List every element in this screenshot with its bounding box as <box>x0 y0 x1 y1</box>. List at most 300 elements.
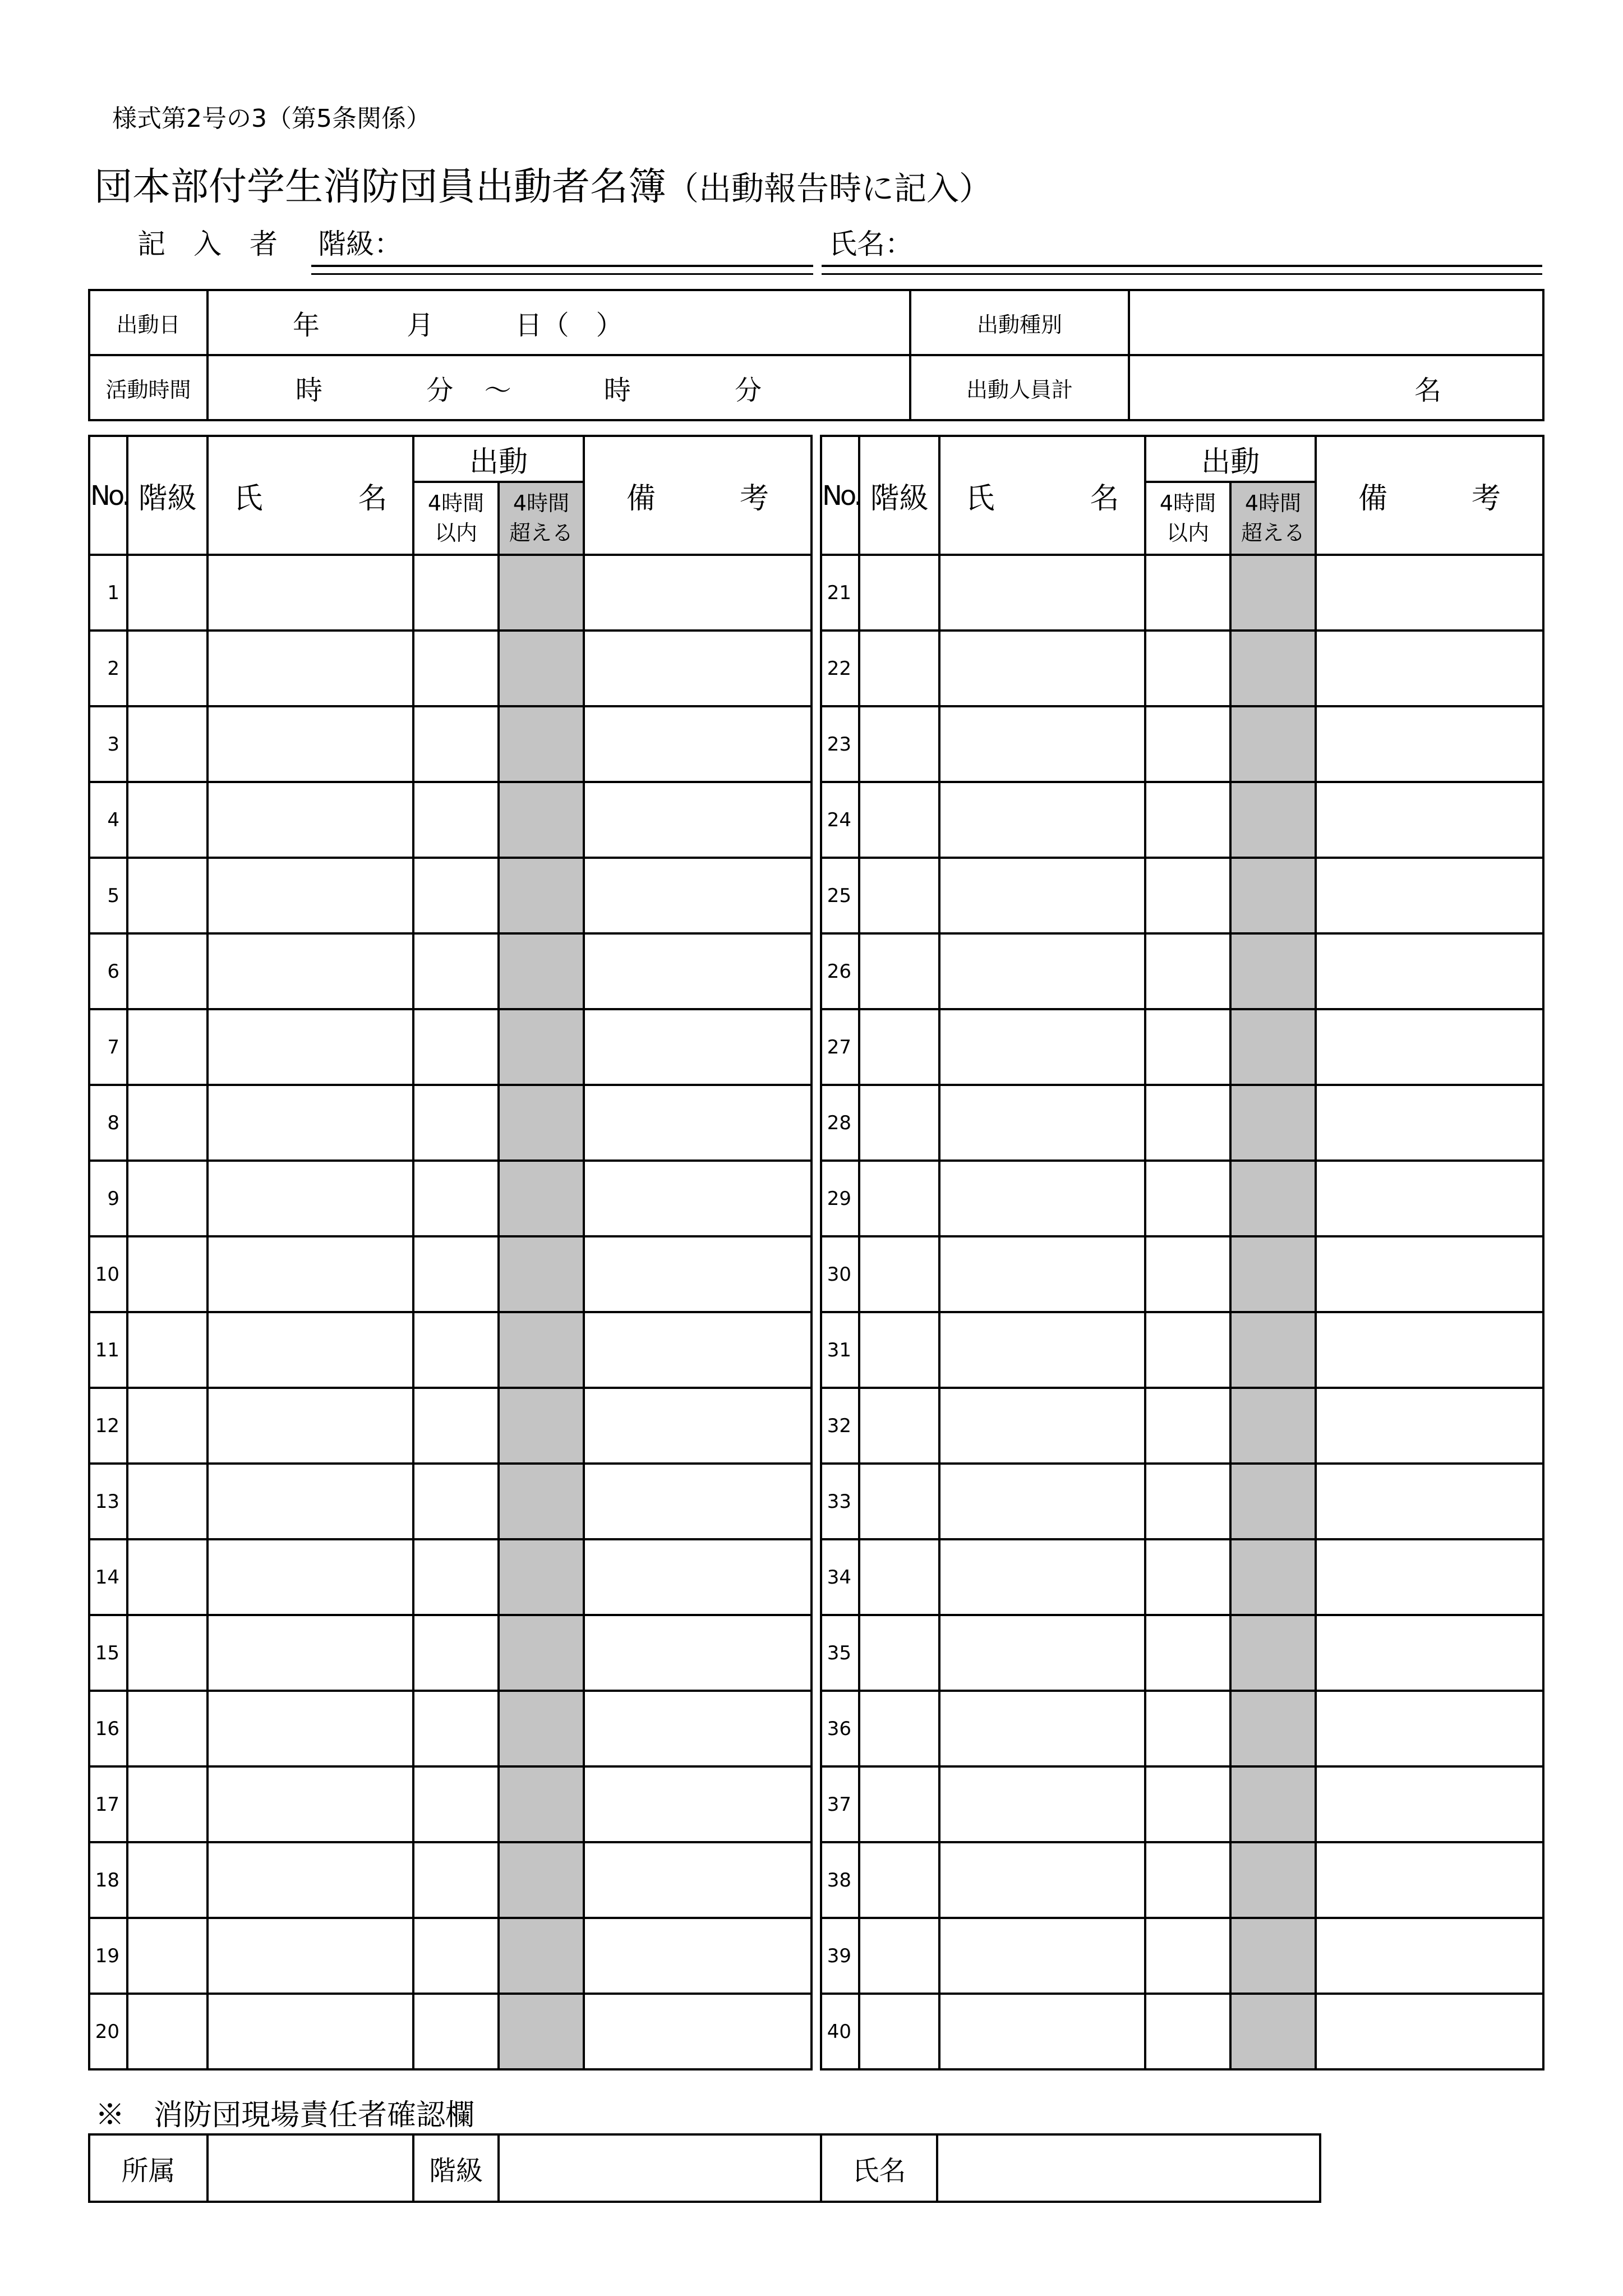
over-4h-cell[interactable] <box>1230 858 1316 933</box>
dispatch-header: 出動 <box>413 436 584 482</box>
over-4h-cell[interactable] <box>1230 555 1316 631</box>
within-4h-cell[interactable] <box>1145 1842 1230 1918</box>
within-4h-cell[interactable] <box>413 1009 499 1085</box>
remarks-cell[interactable] <box>584 631 811 706</box>
table-row <box>89 555 811 631</box>
over-4h-cell[interactable] <box>1230 1161 1316 1236</box>
within-4h-cell[interactable] <box>413 1691 499 1766</box>
remarks-cell[interactable] <box>1316 1161 1543 1236</box>
table-row <box>89 1615 811 1691</box>
name-cell[interactable] <box>208 858 413 933</box>
table-row <box>821 555 1543 631</box>
name-cell[interactable] <box>208 1539 413 1615</box>
row-number: 6 <box>89 933 127 1009</box>
over-4h-header: 4時間 超える <box>499 482 584 555</box>
remarks-cell[interactable] <box>584 1918 811 1994</box>
rank-cell[interactable] <box>859 631 939 706</box>
rank-cell[interactable] <box>859 1464 939 1539</box>
title-note: （出動報告時に記入） <box>666 169 992 208</box>
summary-table <box>88 289 1544 421</box>
name-cell[interactable] <box>939 858 1145 933</box>
row-number: 37 <box>821 1766 859 1842</box>
date-month: 月 <box>407 309 434 341</box>
table-row <box>821 1388 1543 1464</box>
roster-right-table <box>820 435 1544 2070</box>
remarks-cell[interactable] <box>584 1766 811 1842</box>
over-4h-cell[interactable] <box>499 1994 584 2069</box>
remarks-cell[interactable] <box>1316 1009 1543 1085</box>
over-4h-cell[interactable] <box>499 1842 584 1918</box>
name-cell[interactable] <box>208 706 413 782</box>
rank-cell[interactable] <box>859 1539 939 1615</box>
rank-header: 階級 <box>127 436 208 555</box>
rank-cell[interactable] <box>859 1918 939 1994</box>
rank-cell[interactable] <box>127 1085 208 1161</box>
over-4h-cell[interactable] <box>499 1009 584 1085</box>
over-4h-cell[interactable] <box>1230 1842 1316 1918</box>
row-number: 17 <box>89 1766 127 1842</box>
table-row <box>821 1842 1543 1918</box>
confirm-name-field[interactable] <box>937 2134 1320 2202</box>
name-header: 氏 名 <box>939 436 1145 555</box>
row-number: 40 <box>821 1994 859 2069</box>
name-header: 氏 名 <box>208 436 413 555</box>
over-4h-cell[interactable] <box>1230 631 1316 706</box>
row-number: 28 <box>821 1085 859 1161</box>
over-4h-cell[interactable] <box>499 1236 584 1312</box>
remarks-header: 備 考 <box>1316 436 1543 555</box>
over-4h-cell[interactable] <box>1230 1009 1316 1085</box>
within-4h-cell[interactable] <box>1145 933 1230 1009</box>
within-4h-cell[interactable] <box>413 858 499 933</box>
table-row <box>89 1842 811 1918</box>
type-label: 出動種別 <box>910 290 1129 355</box>
remarks-cell[interactable] <box>1316 1312 1543 1388</box>
remarks-cell[interactable] <box>1316 631 1543 706</box>
over-4h-cell[interactable] <box>499 933 584 1009</box>
within-4h-cell[interactable] <box>1145 1539 1230 1615</box>
row-number: 18 <box>89 1842 127 1918</box>
row-number: 26 <box>821 933 859 1009</box>
table-row <box>821 1085 1543 1161</box>
time-field[interactable] <box>208 355 910 420</box>
rank-cell[interactable] <box>127 1161 208 1236</box>
rank-cell[interactable] <box>127 1918 208 1994</box>
within-4h-cell[interactable] <box>413 1539 499 1615</box>
within-4h-cell[interactable] <box>1145 631 1230 706</box>
over-4h-cell[interactable] <box>499 1312 584 1388</box>
row-number: 31 <box>821 1312 859 1388</box>
remarks-cell[interactable] <box>1316 1388 1543 1464</box>
table-row <box>821 706 1543 782</box>
confirm-rank-field[interactable] <box>499 2134 821 2202</box>
remarks-cell[interactable] <box>584 1312 811 1388</box>
rank-cell[interactable] <box>127 1842 208 1918</box>
within-4h-cell[interactable] <box>413 782 499 858</box>
name-cell[interactable] <box>208 1236 413 1312</box>
within-4h-cell[interactable] <box>413 1994 499 2069</box>
table-row <box>821 631 1543 706</box>
within-4h-cell[interactable] <box>413 1615 499 1691</box>
name-cell[interactable] <box>939 631 1145 706</box>
date-year: 年 <box>293 309 320 341</box>
rank-cell[interactable] <box>859 555 939 631</box>
over-4h-cell[interactable] <box>499 782 584 858</box>
name-cell[interactable] <box>208 1161 413 1236</box>
over-4h-cell[interactable] <box>499 1388 584 1464</box>
time-tilde: ～ <box>484 374 511 406</box>
remarks-cell[interactable] <box>584 555 811 631</box>
row-number: 29 <box>821 1161 859 1236</box>
over-4h-cell[interactable] <box>499 1691 584 1766</box>
row-number: 3 <box>89 706 127 782</box>
within-4h-cell[interactable] <box>1145 555 1230 631</box>
rank-cell[interactable] <box>859 933 939 1009</box>
rank-cell[interactable] <box>859 1388 939 1464</box>
within-4h-cell[interactable] <box>413 1464 499 1539</box>
over-4h-cell[interactable] <box>1230 1464 1316 1539</box>
table-row <box>89 858 811 933</box>
name-cell[interactable] <box>939 1009 1145 1085</box>
name-cell[interactable] <box>208 1691 413 1766</box>
rank-cell[interactable] <box>127 858 208 933</box>
rank-cell[interactable] <box>859 1009 939 1085</box>
over-4h-cell[interactable] <box>499 1539 584 1615</box>
name-cell[interactable] <box>208 1085 413 1161</box>
remarks-cell[interactable] <box>1316 1464 1543 1539</box>
within-4h-cell[interactable] <box>413 933 499 1009</box>
name-cell[interactable] <box>939 1236 1145 1312</box>
name-cell[interactable] <box>939 1161 1145 1236</box>
name-cell[interactable] <box>208 933 413 1009</box>
remarks-cell[interactable] <box>584 858 811 933</box>
over-4h-cell[interactable] <box>499 555 584 631</box>
over-4h-cell[interactable] <box>1230 1085 1316 1161</box>
within-4h-cell[interactable] <box>413 706 499 782</box>
over-4h-cell[interactable] <box>1230 1994 1316 2069</box>
within-4h-cell[interactable] <box>1145 1691 1230 1766</box>
row-number: 36 <box>821 1691 859 1766</box>
name-cell[interactable] <box>939 1691 1145 1766</box>
remarks-cell[interactable] <box>584 1539 811 1615</box>
rank-cell[interactable] <box>859 1085 939 1161</box>
rank-cell[interactable] <box>859 1842 939 1918</box>
date-day: 日（ ） <box>515 309 623 341</box>
table-row <box>821 1994 1543 2069</box>
rank-cell[interactable] <box>127 1615 208 1691</box>
row-number: 19 <box>89 1918 127 1994</box>
name-cell[interactable] <box>208 1464 413 1539</box>
rank-cell[interactable] <box>127 1994 208 2069</box>
rank-cell[interactable] <box>859 858 939 933</box>
within-4h-cell[interactable] <box>1145 1766 1230 1842</box>
time-label: 活動時間 <box>89 355 208 420</box>
remarks-cell[interactable] <box>584 1464 811 1539</box>
table-row <box>821 1161 1543 1236</box>
over-4h-cell[interactable] <box>1230 1388 1316 1464</box>
over-4h-cell[interactable] <box>499 1918 584 1994</box>
no-header: No. <box>89 436 127 555</box>
row-number: 38 <box>821 1842 859 1918</box>
time-start-hour: 時 <box>296 374 323 406</box>
name-cell[interactable] <box>208 555 413 631</box>
headcount-field[interactable] <box>1129 355 1543 420</box>
row-number: 12 <box>89 1388 127 1464</box>
rank-cell[interactable] <box>127 1388 208 1464</box>
within-4h-cell[interactable] <box>1145 1085 1230 1161</box>
remarks-cell[interactable] <box>1316 1842 1543 1918</box>
rank-cell[interactable] <box>127 1464 208 1539</box>
remarks-header: 備 考 <box>584 436 811 555</box>
recorder-label: 記 入 者 <box>137 228 278 260</box>
remarks-cell[interactable] <box>584 782 811 858</box>
table-row <box>89 1691 811 1766</box>
name-cell[interactable] <box>208 1766 413 1842</box>
table-row <box>821 1009 1543 1085</box>
rank-cell[interactable] <box>127 933 208 1009</box>
table-row <box>89 1161 811 1236</box>
within-4h-cell[interactable] <box>1145 1615 1230 1691</box>
table-row <box>89 782 811 858</box>
row-number: 11 <box>89 1312 127 1388</box>
row-number: 27 <box>821 1009 859 1085</box>
table-row <box>89 1312 811 1388</box>
row-number: 22 <box>821 631 859 706</box>
within-4h-cell[interactable] <box>1145 1312 1230 1388</box>
within-4h-cell[interactable] <box>1145 1464 1230 1539</box>
row-number: 2 <box>89 631 127 706</box>
remarks-cell[interactable] <box>1316 1994 1543 2069</box>
within-4h-cell[interactable] <box>413 1236 499 1312</box>
within-4h-cell[interactable] <box>413 631 499 706</box>
remarks-cell[interactable] <box>584 1615 811 1691</box>
table-row <box>89 1464 811 1539</box>
table-row <box>821 1312 1543 1388</box>
within-4h-cell[interactable] <box>413 1161 499 1236</box>
name-cell[interactable] <box>939 706 1145 782</box>
over-4h-cell[interactable] <box>1230 1918 1316 1994</box>
within-4h-cell[interactable] <box>1145 1161 1230 1236</box>
page-title <box>94 165 992 209</box>
within-4h-cell[interactable] <box>413 1842 499 1918</box>
rank-cell[interactable] <box>859 1994 939 2069</box>
remarks-cell[interactable] <box>1316 1085 1543 1161</box>
within-4h-cell[interactable] <box>413 1766 499 1842</box>
within-4h-cell[interactable] <box>1145 1236 1230 1312</box>
within-4h-cell[interactable] <box>1145 782 1230 858</box>
table-row <box>821 1236 1543 1312</box>
within-4h-cell[interactable] <box>1145 1009 1230 1085</box>
affiliation-label: 所属 <box>89 2134 208 2202</box>
remarks-cell[interactable] <box>584 1842 811 1918</box>
over-4h-cell[interactable] <box>1230 1236 1316 1312</box>
over-4h-cell[interactable] <box>1230 1766 1316 1842</box>
time-end-hour: 時 <box>603 374 631 406</box>
rank-cell[interactable] <box>859 1161 939 1236</box>
name-cell[interactable] <box>208 1994 413 2069</box>
over-4h-cell[interactable] <box>499 631 584 706</box>
row-number: 10 <box>89 1236 127 1312</box>
name-cell[interactable] <box>939 1388 1145 1464</box>
rank-header: 階級 <box>859 436 939 555</box>
affiliation-field[interactable] <box>208 2134 413 2202</box>
within-4h-cell[interactable] <box>413 1085 499 1161</box>
row-number: 13 <box>89 1464 127 1539</box>
table-row <box>89 1918 811 1994</box>
rank-cell[interactable] <box>859 1691 939 1766</box>
name-cell[interactable] <box>208 1918 413 1994</box>
over-4h-cell[interactable] <box>1230 1312 1316 1388</box>
over-4h-cell[interactable] <box>1230 782 1316 858</box>
name-cell[interactable] <box>939 1085 1145 1161</box>
row-number: 15 <box>89 1615 127 1691</box>
rank-cell[interactable] <box>127 1009 208 1085</box>
remarks-cell[interactable] <box>1316 1691 1543 1766</box>
table-row <box>89 1766 811 1842</box>
within-4h-cell[interactable] <box>413 1388 499 1464</box>
remarks-cell[interactable] <box>1316 1236 1543 1312</box>
remarks-cell[interactable] <box>1316 706 1543 782</box>
name-cell[interactable] <box>208 631 413 706</box>
table-row <box>89 706 811 782</box>
within-4h-cell[interactable] <box>1145 1388 1230 1464</box>
remarks-cell[interactable] <box>1316 782 1543 858</box>
remarks-cell[interactable] <box>584 1085 811 1161</box>
over-4h-cell[interactable] <box>1230 1691 1316 1766</box>
headcount-label: 出動人員計 <box>910 355 1129 420</box>
row-number: 32 <box>821 1388 859 1464</box>
dispatch-header: 出動 <box>1145 436 1316 482</box>
rank-cell[interactable] <box>127 1766 208 1842</box>
within-4h-cell[interactable] <box>413 1312 499 1388</box>
name-cell[interactable] <box>208 1312 413 1388</box>
remarks-cell[interactable] <box>1316 1766 1543 1842</box>
within-4h-cell[interactable] <box>1145 1994 1230 2069</box>
within-4h-cell[interactable] <box>1145 1918 1230 1994</box>
recorder-name-line[interactable] <box>822 265 1542 267</box>
name-cell[interactable] <box>208 1615 413 1691</box>
name-cell[interactable] <box>939 933 1145 1009</box>
within-4h-cell[interactable] <box>1145 858 1230 933</box>
remarks-cell[interactable] <box>1316 1615 1543 1691</box>
row-number: 21 <box>821 555 859 631</box>
remarks-cell[interactable] <box>1316 1918 1543 1994</box>
name-cell[interactable] <box>208 1009 413 1085</box>
confirmation-heading: ※ 消防団現場責任者確認欄 <box>95 2099 475 2132</box>
rank-cell[interactable] <box>859 1236 939 1312</box>
row-number: 14 <box>89 1539 127 1615</box>
name-cell[interactable] <box>939 1539 1145 1615</box>
table-row <box>89 1994 811 2069</box>
type-field[interactable] <box>1129 290 1543 355</box>
rank-cell[interactable] <box>859 782 939 858</box>
over-4h-cell[interactable] <box>1230 933 1316 1009</box>
within-4h-cell[interactable] <box>1145 706 1230 782</box>
over-4h-cell[interactable] <box>499 1161 584 1236</box>
over-4h-cell[interactable] <box>499 1085 584 1161</box>
name-cell[interactable] <box>939 555 1145 631</box>
table-row <box>821 1766 1543 1842</box>
remarks-cell[interactable] <box>584 1691 811 1766</box>
table-row <box>89 1236 811 1312</box>
table-row <box>89 1539 811 1615</box>
remarks-cell[interactable] <box>584 1388 811 1464</box>
remarks-cell[interactable] <box>1316 555 1543 631</box>
remarks-cell[interactable] <box>584 1236 811 1312</box>
table-row <box>821 1615 1543 1691</box>
name-cell[interactable] <box>939 1464 1145 1539</box>
form-number: 様式第2号の3（第5条関係） <box>112 104 431 133</box>
remarks-cell[interactable] <box>584 1994 811 2069</box>
over-4h-cell[interactable] <box>499 1615 584 1691</box>
over-4h-cell[interactable] <box>499 1464 584 1539</box>
recorder-rank-line[interactable] <box>311 265 813 267</box>
within-4h-header: 4時間 以内 <box>1145 482 1230 555</box>
rank-cell[interactable] <box>859 1615 939 1691</box>
within-4h-cell[interactable] <box>413 1918 499 1994</box>
rank-cell[interactable] <box>127 1312 208 1388</box>
rank-cell[interactable] <box>859 1766 939 1842</box>
name-cell[interactable] <box>939 782 1145 858</box>
date-field[interactable] <box>208 290 910 355</box>
over-4h-header: 4時間 超える <box>1230 482 1316 555</box>
row-number: 35 <box>821 1615 859 1691</box>
rank-cell[interactable] <box>127 555 208 631</box>
row-number: 25 <box>821 858 859 933</box>
rank-cell[interactable] <box>127 631 208 706</box>
over-4h-cell[interactable] <box>1230 706 1316 782</box>
over-4h-cell[interactable] <box>499 1766 584 1842</box>
recorder-name-label: 氏名： <box>829 228 913 260</box>
remarks-cell[interactable] <box>584 1009 811 1085</box>
table-row <box>89 933 811 1009</box>
over-4h-cell[interactable] <box>1230 1539 1316 1615</box>
remarks-cell[interactable] <box>584 706 811 782</box>
name-cell[interactable] <box>939 1994 1145 2069</box>
remarks-cell[interactable] <box>1316 1539 1543 1615</box>
table-row <box>821 1918 1543 1994</box>
rank-cell[interactable] <box>859 1312 939 1388</box>
rank-cell[interactable] <box>127 782 208 858</box>
name-cell[interactable] <box>208 1388 413 1464</box>
name-cell[interactable] <box>939 1766 1145 1842</box>
remarks-cell[interactable] <box>1316 858 1543 933</box>
over-4h-cell[interactable] <box>499 706 584 782</box>
remarks-cell[interactable] <box>1316 933 1543 1009</box>
within-4h-cell[interactable] <box>413 555 499 631</box>
name-cell[interactable] <box>939 1842 1145 1918</box>
rank-cell[interactable] <box>127 1539 208 1615</box>
roster-left-table <box>88 435 813 2070</box>
remarks-cell[interactable] <box>584 933 811 1009</box>
name-cell[interactable] <box>208 782 413 858</box>
no-header: No. <box>821 436 859 555</box>
rank-cell[interactable] <box>127 1691 208 1766</box>
name-cell[interactable] <box>939 1312 1145 1388</box>
name-cell[interactable] <box>208 1842 413 1918</box>
name-cell[interactable] <box>939 1615 1145 1691</box>
over-4h-cell[interactable] <box>499 858 584 933</box>
table-row <box>821 782 1543 858</box>
name-cell[interactable] <box>939 1918 1145 1994</box>
rank-cell[interactable] <box>859 706 939 782</box>
date-label: 出動日 <box>89 290 208 355</box>
table-row <box>821 1464 1543 1539</box>
rank-cell[interactable] <box>127 706 208 782</box>
over-4h-cell[interactable] <box>1230 1615 1316 1691</box>
rank-cell[interactable] <box>127 1236 208 1312</box>
remarks-cell[interactable] <box>584 1161 811 1236</box>
